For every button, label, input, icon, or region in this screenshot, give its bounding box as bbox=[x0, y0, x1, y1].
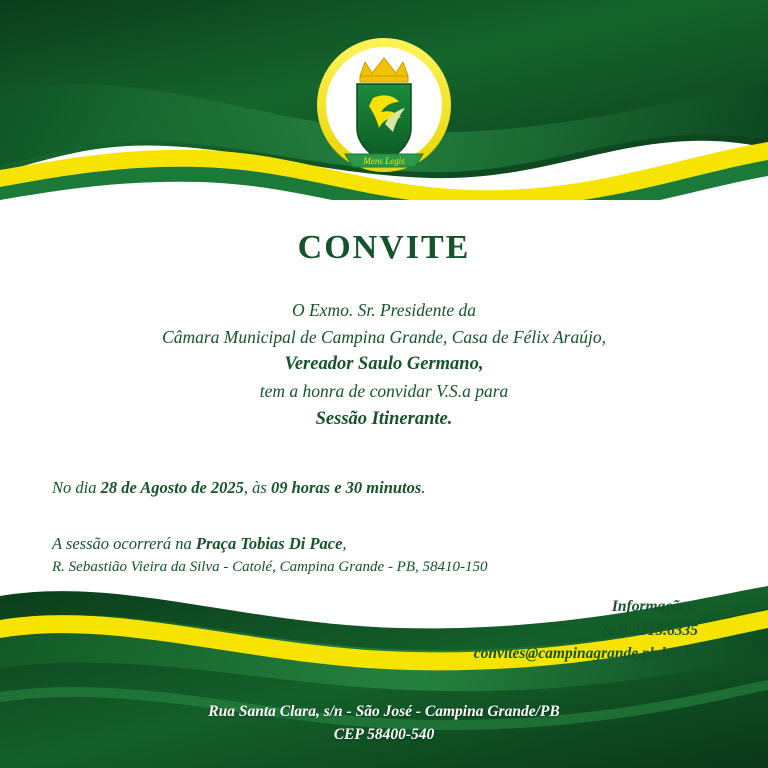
info-email: convites@campinagrande.pb.leg.br bbox=[473, 644, 698, 662]
invitation-text-block bbox=[0, 297, 768, 433]
date-value: 28 de Agosto de 2025 bbox=[100, 478, 244, 497]
contact-info-block bbox=[0, 595, 768, 665]
info-label: Informações: bbox=[611, 598, 698, 616]
place-name: Praça Tobias Di Pace bbox=[195, 533, 343, 553]
invite-line-3-councilman: Vereador Saulo Germano, bbox=[284, 354, 484, 375]
invite-line-2: Câmara Municipal de Campina Grande, Casa de Félix Araújo, bbox=[162, 326, 606, 347]
footer-line-2: CEP 58400-540 bbox=[333, 725, 435, 743]
invite-line-1: O Exmo. Sr. Presidente da bbox=[291, 300, 477, 320]
event-date-line bbox=[52, 475, 768, 501]
place-prefix: A sessão ocorrerá na bbox=[52, 533, 196, 553]
invite-line-4: tem a honra de convidar V.S.a para bbox=[259, 381, 509, 402]
event-place-line bbox=[52, 531, 768, 557]
invitation-content bbox=[0, 205, 768, 665]
date-prefix: No dia bbox=[52, 478, 101, 497]
invite-line-5-session: Sessão Itinerante. bbox=[315, 408, 453, 429]
place-suffix: , bbox=[342, 533, 347, 553]
event-details bbox=[0, 475, 768, 579]
coat-of-arms-seal bbox=[315, 36, 453, 174]
seal-motto-text: Mens Legis bbox=[363, 156, 405, 166]
footer-line-1: Rua Santa Clara, s/n - São José - Campina Grande/PB bbox=[208, 703, 560, 721]
time-value: 09 horas e 30 minutos bbox=[270, 478, 422, 497]
info-phone: (83) 3315.6335 bbox=[602, 621, 698, 639]
event-address-line: R. Sebastião Vieira da Silva - Catolé, Campina Grande - PB, 58410-150 bbox=[52, 559, 488, 576]
date-middle: , às bbox=[243, 478, 271, 497]
date-suffix: . bbox=[421, 478, 426, 497]
page-title: CONVITE bbox=[297, 229, 471, 266]
footer-address bbox=[0, 701, 768, 746]
